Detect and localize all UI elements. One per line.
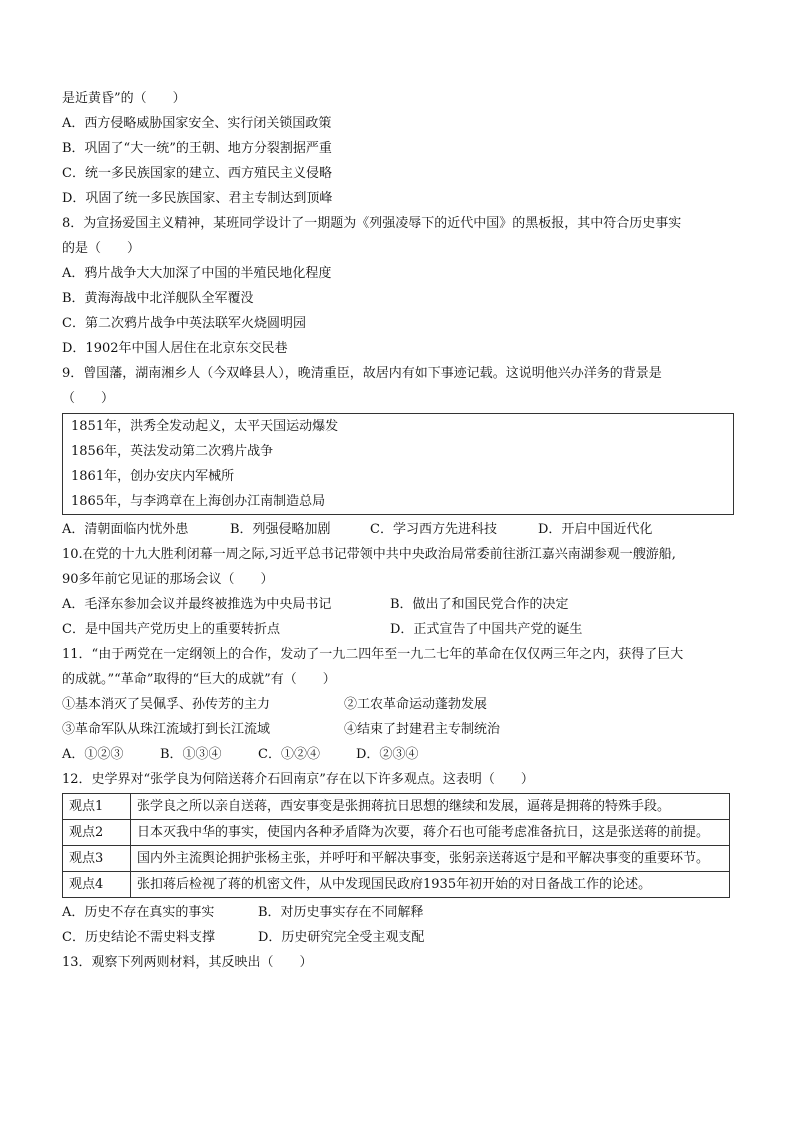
q10-option-b: B．做出了和国民党合作的决定 [390, 597, 569, 612]
exam-page [62, 86, 734, 975]
q7-option-a: A．西方侵略威胁国家安全、实行闭关锁国政策 [62, 116, 332, 131]
q9-box-line: 1856年，英法发动第二次鸦片战争 [71, 444, 274, 459]
q11-option-b: B．①③④ [160, 747, 222, 762]
q9-options [62, 517, 734, 542]
q12-option-c: C．历史结论不需史料支撑 [62, 930, 215, 945]
q11-stem-line1: 11．“由于两党在一定纲领上的合作，发动了一九二四年至一九二七年的革命在仅仅两三年之内，获得了巨大 [62, 647, 684, 662]
q10-option-a: A．毛泽东参加会议并最终被推选为中央局书记 [62, 597, 332, 612]
q11-options [62, 742, 734, 767]
q8-option-a: A．鸦片战争大大加深了中国的半殖民地化程度 [62, 266, 332, 281]
q11-option-a: A．①②③ [62, 747, 124, 762]
q10-stem-line1: 10.在党的十九大胜利闭幕一周之际,习近平总书记带领中共中央政治局常委前往浙江嘉兴南湖参观一艘游船, [62, 547, 676, 562]
q8-option-c: C．第二次鸦片战争中英法联军火烧圆明园 [62, 316, 306, 331]
viewpoint-label: 观点4 [63, 872, 131, 898]
q11-items-row2 [62, 717, 734, 742]
q10-stem-line2: 90多年前它见证的那场会议（ ） [62, 572, 274, 587]
q10-options-row1 [62, 592, 734, 617]
q12-viewpoints-table [62, 793, 730, 898]
q11-stem-line2: 的成就。”“革命”取得的“巨大的成就”有（ ） [62, 672, 336, 687]
q13-stem: 13．观察下列两则材料，其反映出（ ） [62, 955, 313, 970]
q11-items-row1 [62, 692, 734, 717]
table-row [63, 872, 730, 898]
viewpoint-text: 日本灭我中华的事实，使国内各种矛盾降为次要，蒋介石也可能考虑准备抗日，这是张送蒋的前提。 [131, 820, 730, 846]
q11-option-c: C．①②④ [258, 747, 320, 762]
q7-stem-tail: 是近黄昏”的（ ） [62, 91, 186, 106]
q9-box-line: 1851年，洪秀全发动起义，太平天国运动爆发 [71, 419, 339, 434]
q12-stem: 12．史学界对“张学良为何陪送蒋介石回南京”存在以下许多观点。这表明（ ） [62, 772, 534, 787]
viewpoint-text: 张扣蒋后检视了蒋的机密文件，从中发现国民政府1935年初开始的对日备战工作的论述。 [131, 872, 730, 898]
q7-option-c: C．统一多民族国家的建立、西方殖民主义侵略 [62, 166, 332, 181]
viewpoint-text: 国内外主流舆论拥护张杨主张，并呼吁和平解决事变，张躬亲送蒋返宁是和平解决事变的重要环节。 [131, 846, 730, 872]
q9-stem-line2: （ ） [62, 391, 115, 406]
q9-material-box [62, 413, 734, 515]
q11-item-4: ④结束了封建君主专制统治 [344, 722, 501, 737]
q9-stem-line1: 9．曾国藩，湖南湘乡人（今双峰县人），晚清重臣，故居内有如下事迹记载。这说明他兴办洋务的背景是 [62, 366, 662, 381]
table-row [63, 820, 730, 846]
q9-option-b: B．列强侵略加剧 [230, 522, 331, 537]
q10-option-d: D．正式宣告了中国共产党的诞生 [390, 622, 583, 637]
viewpoint-label: 观点2 [63, 820, 131, 846]
q7-option-d: D．巩固了统一多民族国家、君主专制达到顶峰 [62, 191, 333, 206]
q9-box-line: 1865年，与李鸿章在上海创办江南制造总局 [71, 494, 326, 509]
q8-option-d: D．1902年中国人居住在北京东交民巷 [62, 341, 288, 356]
viewpoint-label: 观点1 [63, 794, 131, 820]
table-row [63, 846, 730, 872]
q11-item-3: ③革命军队从珠江流域打到长江流域 [62, 722, 271, 737]
q8-stem-line2: 的是（ ） [62, 241, 141, 256]
q7-option-b: B．巩固了“大一统”的王朝、地方分裂割据严重 [62, 141, 332, 156]
q8-option-b: B．黄海海战中北洋舰队全军覆没 [62, 291, 254, 306]
q12-option-d: D．历史研究完全受主观支配 [258, 930, 425, 945]
q12-options-row2 [62, 925, 734, 950]
viewpoint-label: 观点3 [63, 846, 131, 872]
q9-option-c: C．学习西方先进科技 [370, 522, 497, 537]
q10-options-row2 [62, 617, 734, 642]
q12-option-a: A．历史不存在真实的事实 [62, 905, 215, 920]
q11-option-d: D．②③④ [356, 747, 419, 762]
q11-item-1: ①基本消灭了吴佩孚、孙传芳的主力 [62, 697, 271, 712]
q12-options-row1 [62, 900, 734, 925]
q9-option-d: D．开启中国近代化 [538, 522, 653, 537]
q9-box-line: 1861年，创办安庆内军械所 [71, 469, 235, 484]
q11-item-2: ②工农革命运动蓬勃发展 [344, 697, 488, 712]
q9-option-a: A．清朝面临内忧外患 [62, 522, 189, 537]
q12-option-b: B．对历史事实存在不同解释 [258, 905, 424, 920]
q8-stem-line1: 8．为宣扬爱国主义精神，某班同学设计了一期题为《列强凌辱下的近代中国》的黑板报，其中符合历史事实 [62, 216, 682, 231]
q10-option-c: C．是中国共产党历史上的重要转折点 [62, 622, 280, 637]
viewpoint-text: 张学良之所以亲自送蒋，西安事变是张拥蒋抗日思想的继续和发展，逼蒋是拥蒋的特殊手段。 [131, 794, 730, 820]
table-row [63, 794, 730, 820]
